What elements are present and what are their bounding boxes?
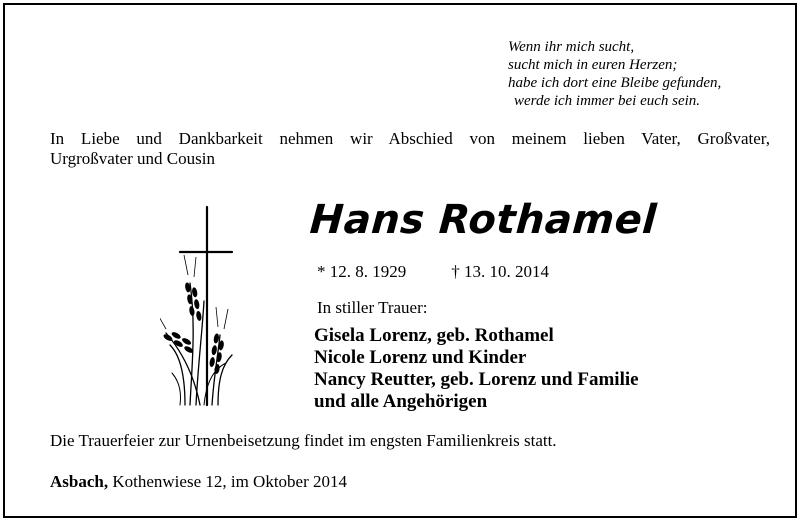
obituary-notice xyxy=(3,3,797,518)
intro-text xyxy=(50,129,770,169)
birth-date: * 12. 8. 1929 xyxy=(317,262,407,281)
mourners-list xyxy=(314,325,639,413)
intro-line-1: In Liebe und Dankbarkeit nehmen wir Abschied von meinem lieben Vater, Großvater, xyxy=(50,129,770,148)
life-dates xyxy=(317,262,549,282)
poem xyxy=(508,38,721,110)
poem-line-4: werde ich immer bei euch sein. xyxy=(514,93,701,109)
place-address-date: Kothenwiese 12, im Oktober 2014 xyxy=(108,472,348,491)
cross-with-wheat-icon xyxy=(160,205,240,410)
poem-line-3: habe ich dort eine Bleibe gefunden, xyxy=(508,75,722,91)
deceased-name: Hans Rothamel xyxy=(308,197,659,243)
mourning-heading: In stiller Trauer: xyxy=(317,298,428,317)
ceremony-text: Die Trauerfeier zur Urnenbeisetzung findet im engsten Familienkreis statt. xyxy=(50,431,557,450)
mourner-3: Nancy Reutter, geb. Lorenz und Familie xyxy=(314,369,639,390)
place-town: Asbach, xyxy=(50,472,109,491)
poem-line-2: sucht mich in euren Herzen; xyxy=(508,57,678,73)
mourner-2: Nicole Lorenz und Kinder xyxy=(314,347,527,368)
place-and-date xyxy=(50,472,347,492)
mourner-4: und alle Angehörigen xyxy=(314,391,488,412)
poem-line-1: Wenn ihr mich sucht, xyxy=(508,39,635,55)
intro-line-2: Urgroßvater und Cousin xyxy=(50,149,215,168)
mourner-1: Gisela Lorenz, geb. Rothamel xyxy=(314,325,554,346)
death-date: † 13. 10. 2014 xyxy=(451,262,549,281)
